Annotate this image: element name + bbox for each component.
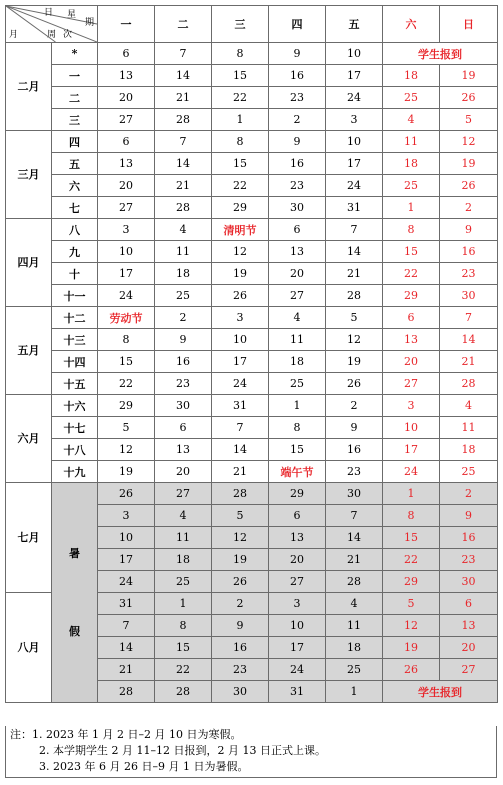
day-cell: 26 bbox=[212, 571, 269, 593]
day-cell: 22 bbox=[383, 549, 440, 571]
week-row bbox=[6, 307, 498, 329]
day-cell: 29 bbox=[212, 197, 269, 219]
day-cell: 8 bbox=[383, 505, 440, 527]
vacation-label-gap bbox=[52, 563, 97, 623]
day-cell: 3 bbox=[98, 505, 155, 527]
day-cell: 1 bbox=[269, 395, 326, 417]
note-1: 注：1. 2023 年 1 月 2 日–2 月 10 日为寒假。 bbox=[10, 728, 242, 741]
day-cell: 18 bbox=[155, 549, 212, 571]
note-2: 2. 本学期学生 2 月 11–12 日报到，2 月 13 日正式上课。 bbox=[39, 744, 326, 757]
day-cell: 30 bbox=[440, 571, 498, 593]
day-cell: 11 bbox=[383, 131, 440, 153]
day-cell: 5 bbox=[98, 417, 155, 439]
day-cell: 14 bbox=[326, 241, 383, 263]
week-number: 十五 bbox=[52, 373, 98, 395]
day-cell: 7 bbox=[155, 43, 212, 65]
day-cell: 1 bbox=[383, 197, 440, 219]
week-row bbox=[6, 263, 498, 285]
day-cell: 23 bbox=[326, 461, 383, 483]
day-cell: 11 bbox=[440, 417, 498, 439]
day-cell: 18 bbox=[383, 65, 440, 87]
day-cell: 9 bbox=[155, 329, 212, 351]
corner-yue: 月 bbox=[9, 30, 19, 40]
day-cell: 24 bbox=[98, 571, 155, 593]
day-cell: 24 bbox=[212, 373, 269, 395]
corner-ri: 日 bbox=[44, 8, 54, 18]
day-cell: 11 bbox=[155, 241, 212, 263]
day-cell: 27 bbox=[383, 373, 440, 395]
week-number: 十七 bbox=[52, 417, 98, 439]
calendar-table bbox=[5, 5, 498, 703]
week-number: 十四 bbox=[52, 351, 98, 373]
day-cell: 21 bbox=[326, 263, 383, 285]
day-cell: 30 bbox=[326, 483, 383, 505]
week-row bbox=[6, 219, 498, 241]
vacation-label-char: 暑 bbox=[69, 546, 80, 560]
day-cell: 10 bbox=[212, 329, 269, 351]
day-cell: 23 bbox=[212, 659, 269, 681]
day-cell: 8 bbox=[212, 131, 269, 153]
month-label: 七月 bbox=[6, 483, 52, 593]
day-cell: 23 bbox=[269, 87, 326, 109]
day-cell: 16 bbox=[326, 439, 383, 461]
day-cell: 5 bbox=[440, 109, 498, 131]
corner-zhou: 周 bbox=[47, 30, 57, 40]
day-cell: 22 bbox=[155, 659, 212, 681]
day-cell: 20 bbox=[383, 351, 440, 373]
week-row bbox=[6, 285, 498, 307]
week-number: 十六 bbox=[52, 395, 98, 417]
weekday-header: 二 bbox=[155, 6, 212, 43]
week-row bbox=[6, 153, 498, 175]
week-number: 十九 bbox=[52, 461, 98, 483]
day-cell: 14 bbox=[212, 439, 269, 461]
day-cell: 9 bbox=[440, 505, 498, 527]
day-cell: 26 bbox=[440, 175, 498, 197]
week-number: 三 bbox=[52, 109, 98, 131]
day-cell: 6 bbox=[98, 131, 155, 153]
day-cell: 28 bbox=[212, 483, 269, 505]
day-cell: 20 bbox=[98, 87, 155, 109]
week-number: 七 bbox=[52, 197, 98, 219]
day-cell: 6 bbox=[383, 307, 440, 329]
day-cell: 5 bbox=[212, 505, 269, 527]
day-cell: 11 bbox=[326, 615, 383, 637]
day-cell: 30 bbox=[269, 197, 326, 219]
week-row bbox=[6, 395, 498, 417]
day-cell: 21 bbox=[98, 659, 155, 681]
week-row bbox=[6, 329, 498, 351]
day-cell: 13 bbox=[440, 615, 498, 637]
day-cell: 27 bbox=[98, 197, 155, 219]
week-row bbox=[6, 461, 498, 483]
day-cell: 14 bbox=[326, 527, 383, 549]
day-cell: 10 bbox=[98, 241, 155, 263]
day-cell: 15 bbox=[383, 527, 440, 549]
day-cell: 29 bbox=[269, 483, 326, 505]
week-row bbox=[6, 131, 498, 153]
day-cell: 31 bbox=[98, 593, 155, 615]
month-label: 五月 bbox=[6, 307, 52, 395]
day-cell: 4 bbox=[383, 109, 440, 131]
day-cell: 1 bbox=[212, 109, 269, 131]
day-cell: 5 bbox=[326, 307, 383, 329]
day-cell: 7 bbox=[155, 131, 212, 153]
day-cell: 25 bbox=[440, 461, 498, 483]
week-row bbox=[6, 351, 498, 373]
day-cell: 29 bbox=[383, 285, 440, 307]
month-label: 二月 bbox=[6, 43, 52, 131]
day-cell: 13 bbox=[98, 65, 155, 87]
week-row bbox=[6, 373, 498, 395]
day-cell: 15 bbox=[155, 637, 212, 659]
day-cell: 13 bbox=[383, 329, 440, 351]
day-cell: 7 bbox=[98, 615, 155, 637]
day-cell: 10 bbox=[98, 527, 155, 549]
day-cell: 17 bbox=[383, 439, 440, 461]
day-cell: 18 bbox=[440, 439, 498, 461]
day-cell: 7 bbox=[326, 219, 383, 241]
day-cell: 26 bbox=[212, 285, 269, 307]
week-number: 四 bbox=[52, 131, 98, 153]
day-cell: 17 bbox=[326, 65, 383, 87]
day-cell: 28 bbox=[440, 373, 498, 395]
day-cell: 3 bbox=[383, 395, 440, 417]
day-cell: 4 bbox=[155, 219, 212, 241]
day-cell: 28 bbox=[155, 681, 212, 703]
day-cell: 6 bbox=[440, 593, 498, 615]
day-cell: 21 bbox=[155, 87, 212, 109]
day-cell: 20 bbox=[269, 549, 326, 571]
day-cell: 29 bbox=[383, 571, 440, 593]
note-3: 3. 2023 年 6 月 26 日–9 月 1 日为暑假。 bbox=[39, 760, 249, 773]
week-number: 十 bbox=[52, 263, 98, 285]
day-cell: 21 bbox=[326, 549, 383, 571]
day-cell: 16 bbox=[440, 241, 498, 263]
day-cell: 13 bbox=[98, 153, 155, 175]
day-cell: 4 bbox=[440, 395, 498, 417]
week-row bbox=[6, 109, 498, 131]
day-cell: 24 bbox=[326, 175, 383, 197]
day-cell: 6 bbox=[269, 219, 326, 241]
day-cell: 8 bbox=[383, 219, 440, 241]
day-cell: 3 bbox=[98, 219, 155, 241]
week-row bbox=[6, 43, 498, 65]
day-cell: 14 bbox=[155, 65, 212, 87]
day-cell: 26 bbox=[383, 659, 440, 681]
weekday-header: 五 bbox=[326, 6, 383, 43]
day-cell: 6 bbox=[155, 417, 212, 439]
holiday-label: 端午节 bbox=[269, 461, 326, 483]
day-cell: 16 bbox=[269, 65, 326, 87]
day-cell: 6 bbox=[98, 43, 155, 65]
week-row bbox=[6, 241, 498, 263]
day-cell: 12 bbox=[440, 131, 498, 153]
day-cell: 28 bbox=[326, 285, 383, 307]
day-cell: 12 bbox=[98, 439, 155, 461]
day-cell: 19 bbox=[326, 351, 383, 373]
day-cell: 16 bbox=[155, 351, 212, 373]
day-cell: 16 bbox=[440, 527, 498, 549]
day-cell: 24 bbox=[269, 659, 326, 681]
week-number: 五 bbox=[52, 153, 98, 175]
day-cell: 14 bbox=[98, 637, 155, 659]
day-cell: 1 bbox=[383, 483, 440, 505]
day-cell: 2 bbox=[440, 483, 498, 505]
day-cell: 23 bbox=[155, 373, 212, 395]
day-cell: 9 bbox=[269, 43, 326, 65]
corner-header bbox=[6, 6, 98, 43]
day-cell: 17 bbox=[98, 263, 155, 285]
month-label: 六月 bbox=[6, 395, 52, 483]
day-cell: 8 bbox=[98, 329, 155, 351]
day-cell: 4 bbox=[326, 593, 383, 615]
day-cell: 31 bbox=[212, 395, 269, 417]
day-cell: 22 bbox=[212, 87, 269, 109]
vacation-label-cell bbox=[52, 483, 98, 703]
week-row bbox=[6, 439, 498, 461]
day-cell: 7 bbox=[440, 307, 498, 329]
day-cell: 27 bbox=[98, 109, 155, 131]
day-cell: 25 bbox=[155, 571, 212, 593]
day-cell: 7 bbox=[326, 505, 383, 527]
day-cell: 6 bbox=[269, 505, 326, 527]
week-number: 六 bbox=[52, 175, 98, 197]
header-row bbox=[6, 6, 498, 43]
week-number: 十三 bbox=[52, 329, 98, 351]
holiday-label: 清明节 bbox=[212, 219, 269, 241]
day-cell: 15 bbox=[383, 241, 440, 263]
day-cell: 27 bbox=[155, 483, 212, 505]
student-report-label: 学生报到 bbox=[383, 681, 498, 703]
day-cell: 9 bbox=[212, 615, 269, 637]
day-cell: 11 bbox=[269, 329, 326, 351]
day-cell: 19 bbox=[383, 637, 440, 659]
day-cell: 10 bbox=[326, 43, 383, 65]
day-cell: 21 bbox=[440, 351, 498, 373]
week-row bbox=[6, 417, 498, 439]
day-cell: 28 bbox=[98, 681, 155, 703]
weekday-header: 三 bbox=[212, 6, 269, 43]
day-cell: 23 bbox=[440, 263, 498, 285]
day-cell: 24 bbox=[326, 87, 383, 109]
day-cell: 2 bbox=[326, 395, 383, 417]
day-cell: 16 bbox=[269, 153, 326, 175]
day-cell: 11 bbox=[155, 527, 212, 549]
week-row bbox=[6, 197, 498, 219]
day-cell: 4 bbox=[155, 505, 212, 527]
day-cell: 27 bbox=[269, 571, 326, 593]
day-cell: 25 bbox=[269, 373, 326, 395]
day-cell: 8 bbox=[212, 43, 269, 65]
week-number: 十二 bbox=[52, 307, 98, 329]
day-cell: 8 bbox=[155, 615, 212, 637]
day-cell: 13 bbox=[155, 439, 212, 461]
day-cell: 2 bbox=[440, 197, 498, 219]
day-cell: 12 bbox=[212, 241, 269, 263]
day-cell: 21 bbox=[212, 461, 269, 483]
day-cell: 28 bbox=[155, 109, 212, 131]
day-cell: 2 bbox=[269, 109, 326, 131]
day-cell: 17 bbox=[269, 637, 326, 659]
day-cell: 30 bbox=[155, 395, 212, 417]
day-cell: 28 bbox=[326, 571, 383, 593]
day-cell: 1 bbox=[326, 681, 383, 703]
day-cell: 14 bbox=[155, 153, 212, 175]
day-cell: 18 bbox=[155, 263, 212, 285]
day-cell: 4 bbox=[269, 307, 326, 329]
weekday-header-sun: 日 bbox=[440, 6, 498, 43]
weekday-header-sat: 六 bbox=[383, 6, 440, 43]
day-cell: 19 bbox=[440, 153, 498, 175]
day-cell: 20 bbox=[155, 461, 212, 483]
day-cell: 15 bbox=[269, 439, 326, 461]
day-cell: 26 bbox=[326, 373, 383, 395]
month-label: 四月 bbox=[6, 219, 52, 307]
day-cell: 19 bbox=[212, 263, 269, 285]
day-cell: 5 bbox=[383, 593, 440, 615]
day-cell: 19 bbox=[98, 461, 155, 483]
holiday-label: 劳动节 bbox=[98, 307, 155, 329]
day-cell: 8 bbox=[269, 417, 326, 439]
day-cell: 2 bbox=[212, 593, 269, 615]
day-cell: 3 bbox=[269, 593, 326, 615]
day-cell: 25 bbox=[383, 175, 440, 197]
day-cell: 16 bbox=[212, 637, 269, 659]
day-cell: 10 bbox=[383, 417, 440, 439]
day-cell: 26 bbox=[440, 87, 498, 109]
week-number: 十八 bbox=[52, 439, 98, 461]
week-row bbox=[6, 483, 498, 505]
day-cell: 15 bbox=[98, 351, 155, 373]
day-cell: 2 bbox=[155, 307, 212, 329]
day-cell: 29 bbox=[98, 395, 155, 417]
week-row bbox=[6, 87, 498, 109]
student-report-label: 学生报到 bbox=[383, 43, 498, 65]
day-cell: 24 bbox=[98, 285, 155, 307]
day-cell: 19 bbox=[212, 549, 269, 571]
day-cell: 12 bbox=[212, 527, 269, 549]
month-label: 八月 bbox=[6, 593, 52, 703]
weekday-header: 一 bbox=[98, 6, 155, 43]
day-cell: 3 bbox=[326, 109, 383, 131]
day-cell: 22 bbox=[383, 263, 440, 285]
day-cell: 13 bbox=[269, 241, 326, 263]
day-cell: 14 bbox=[440, 329, 498, 351]
day-cell: 27 bbox=[440, 659, 498, 681]
corner-qi: 期 bbox=[85, 18, 95, 28]
day-cell: 9 bbox=[440, 219, 498, 241]
day-cell: 23 bbox=[440, 549, 498, 571]
week-number: * bbox=[52, 43, 98, 65]
day-cell: 15 bbox=[212, 65, 269, 87]
day-cell: 24 bbox=[383, 461, 440, 483]
day-cell: 30 bbox=[212, 681, 269, 703]
day-cell: 9 bbox=[326, 417, 383, 439]
day-cell: 27 bbox=[269, 285, 326, 307]
week-row bbox=[6, 65, 498, 87]
month-label: 三月 bbox=[6, 131, 52, 219]
day-cell: 9 bbox=[269, 131, 326, 153]
corner-ci: 次 bbox=[63, 30, 73, 40]
day-cell: 25 bbox=[326, 659, 383, 681]
day-cell: 26 bbox=[98, 483, 155, 505]
day-cell: 30 bbox=[440, 285, 498, 307]
day-cell: 15 bbox=[212, 153, 269, 175]
day-cell: 12 bbox=[383, 615, 440, 637]
day-cell: 22 bbox=[212, 175, 269, 197]
day-cell: 7 bbox=[212, 417, 269, 439]
day-cell: 3 bbox=[212, 307, 269, 329]
day-cell: 28 bbox=[155, 197, 212, 219]
week-number: 八 bbox=[52, 219, 98, 241]
day-cell: 1 bbox=[155, 593, 212, 615]
day-cell: 17 bbox=[212, 351, 269, 373]
corner-xing: 星 bbox=[67, 10, 77, 20]
day-cell: 20 bbox=[269, 263, 326, 285]
vacation-label-char: 假 bbox=[69, 624, 80, 638]
day-cell: 17 bbox=[326, 153, 383, 175]
week-number: 九 bbox=[52, 241, 98, 263]
day-cell: 21 bbox=[155, 175, 212, 197]
day-cell: 18 bbox=[383, 153, 440, 175]
day-cell: 17 bbox=[98, 549, 155, 571]
notes bbox=[5, 726, 497, 778]
week-number: 一 bbox=[52, 65, 98, 87]
day-cell: 20 bbox=[440, 637, 498, 659]
week-row bbox=[6, 175, 498, 197]
calendar bbox=[5, 5, 497, 703]
week-number: 十一 bbox=[52, 285, 98, 307]
day-cell: 13 bbox=[269, 527, 326, 549]
day-cell: 19 bbox=[440, 65, 498, 87]
day-cell: 18 bbox=[326, 637, 383, 659]
day-cell: 31 bbox=[326, 197, 383, 219]
day-cell: 25 bbox=[155, 285, 212, 307]
day-cell: 31 bbox=[269, 681, 326, 703]
day-cell: 20 bbox=[98, 175, 155, 197]
weekday-header: 四 bbox=[269, 6, 326, 43]
day-cell: 25 bbox=[383, 87, 440, 109]
day-cell: 22 bbox=[98, 373, 155, 395]
day-cell: 12 bbox=[326, 329, 383, 351]
day-cell: 10 bbox=[326, 131, 383, 153]
day-cell: 18 bbox=[269, 351, 326, 373]
day-cell: 10 bbox=[269, 615, 326, 637]
week-number: 二 bbox=[52, 87, 98, 109]
day-cell: 23 bbox=[269, 175, 326, 197]
